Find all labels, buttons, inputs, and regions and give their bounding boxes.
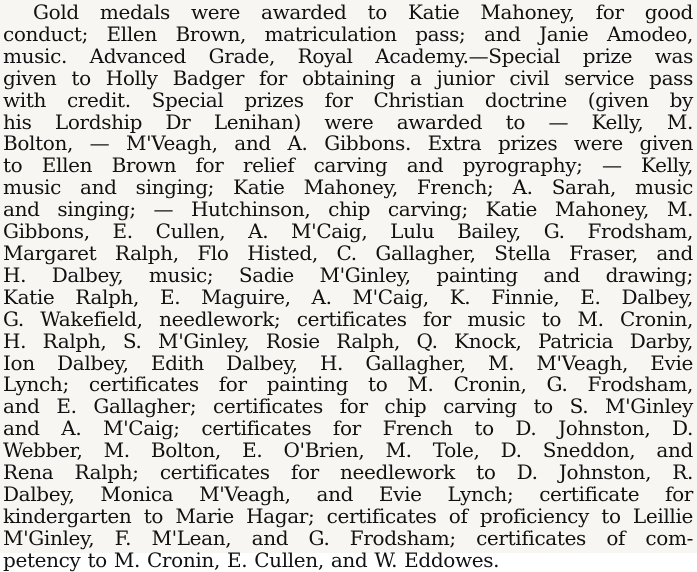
text-line: music and singing; Katie Mahoney, French; A. Sarah, music: [3, 175, 693, 200]
text-line: kindergarten to Marie Hagar; certificates of proficiency to Leillie: [3, 503, 693, 528]
text-line: given to Holly Badger for obtaining a junior civil service pass: [3, 65, 693, 90]
text-line: Bolton, — M'Veagh, and A. Gibbons. Extra prizes were given: [3, 131, 693, 156]
text-line: Margaret Ralph, Flo Histed, C. Gallagher, Stella Fraser, and: [3, 240, 693, 265]
text-line: petency to M. Cronin, E. Cullen, and W. Eddowes.: [3, 547, 500, 572]
text-line: and A. M'Caig; certificates for French to D. Johnston, D.: [3, 416, 693, 441]
article-text: [3, 2, 693, 572]
text-line: Lynch; certificates for painting to M. Cronin, G. Frodsham,: [3, 372, 693, 397]
text-line: Gold medals were awarded to Katie Mahoney, for good: [33, 0, 693, 24]
text-line: G. Wakefield, needlework; certificates for music to M. Cronin,: [3, 306, 693, 331]
text-line: Gibbons, E. Cullen, A. M'Caig, Lulu Bailey, G. Frodsham,: [3, 219, 693, 244]
text-line: with credit. Special prizes for Christian doctrine (given by: [3, 87, 693, 112]
text-line: H. Dalbey, music; Sadie M'Ginley, painting and drawing;: [3, 262, 693, 287]
text-line: Dalbey, Monica M'Veagh, and Evie Lynch; certificate for: [3, 481, 693, 506]
text-line: to Ellen Brown for relief carving and pyrography; — Kelly,: [3, 153, 693, 178]
text-line: Rena Ralph; certificates for needlework to D. Johnston, R.: [3, 460, 693, 485]
text-line: conduct; Ellen Brown, matriculation pass; and Janie Amodeo,: [3, 21, 693, 46]
text-line: and E. Gallagher; certificates for chip carving to S. M'Ginley: [3, 394, 693, 419]
text-line: and singing; — Hutchinson, chip carving; Katie Mahoney, M.: [3, 197, 693, 222]
text-line: H. Ralph, S. M'Ginley, Rosie Ralph, Q. Knock, Patricia Darby,: [3, 328, 693, 353]
text-line: his Lordship Dr Lenihan) were awarded to — Kelly, M.: [3, 109, 693, 134]
text-line: Ion Dalbey, Edith Dalbey, H. Gallagher, M. M'Veagh, Evie: [3, 350, 693, 375]
text-line: music. Advanced Grade, Royal Academy.—Special prize was: [3, 43, 693, 68]
text-line: Katie Ralph, E. Maguire, A. M'Caig, K. Finnie, E. Dalbey,: [3, 284, 693, 309]
text-line: M'Ginley, F. M'Lean, and G. Frodsham; certificates of com-: [3, 525, 693, 550]
text-line: Webber, M. Bolton, E. O'Brien, M. Tole, D. Sneddon, and: [3, 438, 693, 463]
